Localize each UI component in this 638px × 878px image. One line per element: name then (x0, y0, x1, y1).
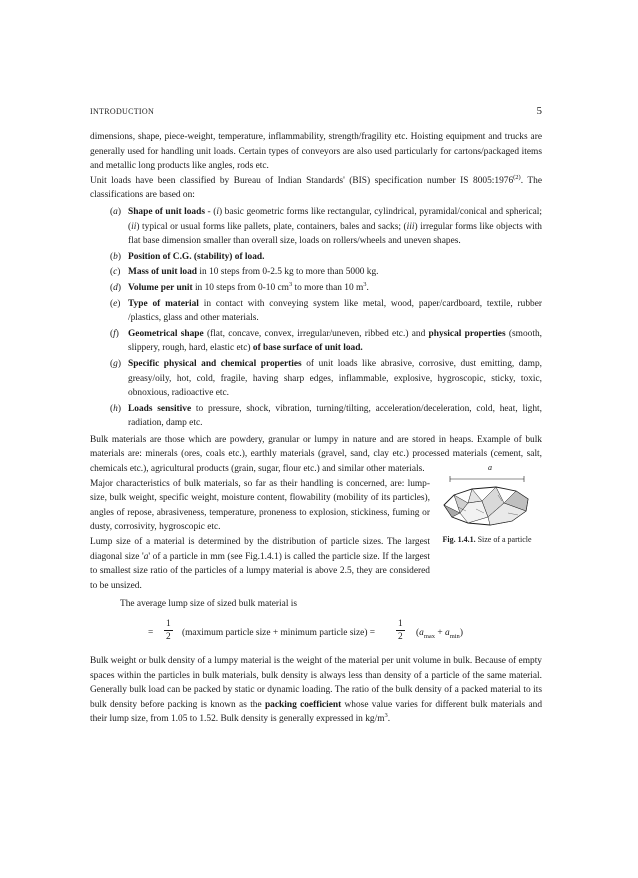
page-header (90, 107, 542, 121)
item-title: Position of C.G. (stability) of load. (128, 251, 265, 262)
paragraph-average-lump: The average lump size of sized bulk material is (120, 599, 298, 610)
paragraph-bulk-materials: Bulk materials are those which are powdery, granular or lumpy in nature and are stored in heaps. Example of bulk materials are: minerals (ores, coals etc.), earthly materials (gravel, sand, clay etc.) processed materials (cement, salt, chemicals etc.), agricultural products (grain, sugar, flour etc.) and similar other materials. (90, 434, 542, 475)
running-head: INTRODUCTION (90, 107, 155, 116)
item-title: Volume per unit (128, 282, 193, 293)
paragraph-lump-size: Lump size of a material is determined by the distribution of particle sizes. The largest diagonal size 'a' of a particle in mm (see Fig.1.4.1) is called the particle size. If the largest to smallest size ratio of the particles of a lumpy material is above 2.5, they are considered to be unsized. (90, 537, 430, 591)
paragraph-bis-classification: Unit loads have been classified by Bureau of Indian Standards' (BIS) specification number IS 8005:1976$^{(2)}$. The classifications are based on: (90, 173, 542, 201)
page-number: 5 (536, 105, 542, 117)
item-title: Geometrical shape (128, 328, 204, 339)
item-title: Mass of unit load (128, 267, 198, 278)
page-body (90, 130, 542, 727)
citation-ref: (2) (513, 173, 521, 181)
item-title: Shape of unit loads (128, 206, 205, 217)
figure-caption: Fig. 1.4.1. Size of a particle (442, 534, 532, 544)
dimension-label-a: a (488, 462, 492, 472)
list-item: (f) Geometrical shape (flat, concave, convex, irregular/uneven, ribbed etc.) and physical properties (smooth, slippery, rough, hard, elastic etc) of base surface of unit load. (110, 328, 542, 354)
list-item: (e) Type of material in contact with conveying system like metal, wood, paper/cardboard, textile, rubber /plastics, glass and other materials. (110, 298, 542, 324)
item-title: Loads sensitive (128, 403, 192, 414)
item-title: Specific physical and chemical properties (128, 358, 302, 369)
classification-list (90, 205, 542, 431)
list-item: (b) Position of C.G. (stability) of load. (110, 251, 265, 262)
term-packing-coefficient: packing coefficient (264, 699, 342, 710)
formula-text: (maximum particle size + minimum particle size) = (182, 628, 376, 638)
list-item: (a) Shape of unit loads - (i) basic geometric forms like rectangular, cylindrical, pyramidal/conical and spherical; (ii) typical or usual forms like pallets, plate, containers, bales and sacks; (iii) irregular forms like objects with flat base dimension smaller than overall size, loads on rollers/wheels and uneven shapes. (110, 206, 543, 247)
list-item: (g) Specific physical and chemical properties of unit loads like abrasive, corrosive, dust emitting, damp, greasy/oily, hot, cold, fragile, having sharp edges, inflammable, explosive, hygroscopic, sticky, toxic, obnoxious, radioactive etc. (110, 358, 542, 399)
average-lump-formula: = $\frac{1}{2}$ (maximum particle size + minimum particle size) = $\frac{1}{2}$ $(a_{max} + a_{min})$ (148, 619, 463, 642)
fraction-half: $\frac{1}{2}$ (166, 619, 171, 642)
item-title: Type of material (128, 298, 199, 309)
paragraph-bulk-characteristics: Major characteristics of bulk materials, so far as their handling is concerned, are: lump-size, bulk weight, specific weight, moisture content, flowability (mobility of its particles), angles of repose, abrasiveness, temperature, proneness to explosion, stickiness, fuming or dusty, corrosivity, hygroscopic etc. (90, 478, 430, 533)
paragraph-handling-equipment: dimensions, shape, piece-weight, temperature, inflammability, strength/fragility etc. Hoisting equipment and trucks are generally used for handling unit loads. Certain types of conveyors are also used particularly for cartons/packaged items and metallic long products like angles, rods etc. (90, 132, 542, 172)
particle-illustration (438, 473, 536, 529)
figure-particle-size (432, 462, 542, 548)
formula-expression: $(a_{max} + a_{min})$ (416, 628, 463, 640)
list-item: (h) Loads sensitive to pressure, shock, vibration, turning/tilting, acceleration/deceleration, cold, heat, light, radiation, damp etc. (110, 403, 542, 429)
fraction-half-2: $\frac{1}{2}$ (398, 619, 403, 642)
list-item: (c) Mass of unit load in 10 steps from 0-2.5 kg to more than 5000 kg. (110, 267, 379, 278)
paragraph-bulk-density: Bulk weight or bulk density of a lumpy material is the weight of the material per unit volume in bulk. Because of empty spaces within the particles in bulk materials, bulk density is always less than density of a particle of the same material. Generally bulk load can be packed by static or dynamic loading. The ratio of the bulk density of a packed material to its bulk density before packing is known as the packing coefficient whose value varies for different bulk materials and their lump size, from 1.05 to 1.52. Bulk density is generally expressed in $kg/m^3$. (90, 656, 543, 725)
list-item: (d) Volume per unit in 10 steps from 0-10 $cm^3$ to more than 10 $m^3$. (110, 280, 369, 293)
